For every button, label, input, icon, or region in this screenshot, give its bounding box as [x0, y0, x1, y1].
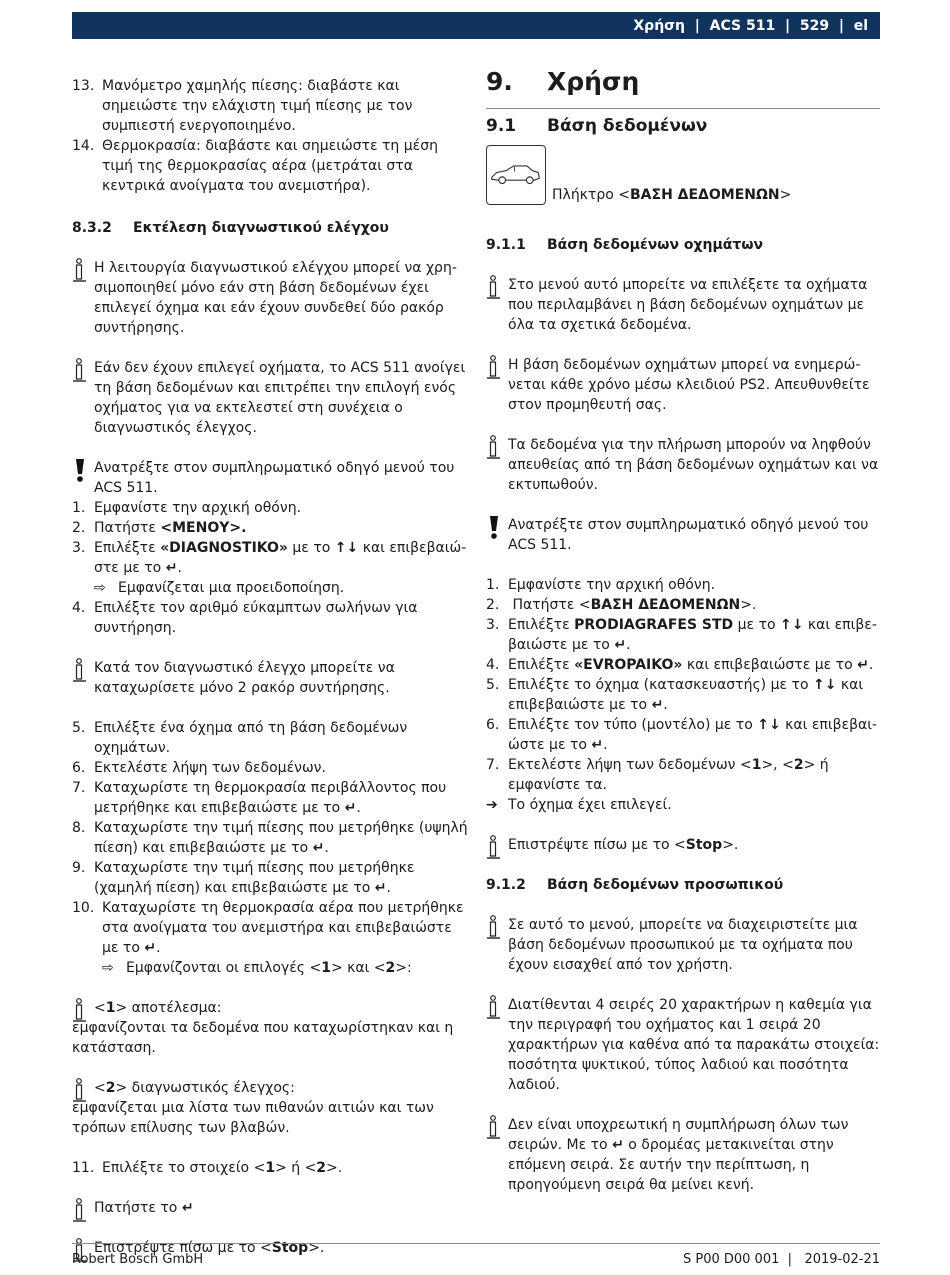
footer-divider	[72, 1243, 880, 1244]
footer-doc-number: S P00 D00 001	[682, 1252, 780, 1267]
header-page-number: 529	[799, 17, 830, 34]
up-down-arrows-icon: ↑↓	[334, 540, 359, 556]
result-arrow-icon: ⇨	[102, 960, 114, 976]
enter-key-icon: ↵	[165, 560, 178, 576]
exclamation-icon	[72, 458, 88, 484]
info-note: Επιστρέψτε πίσω με το <Stop>.	[72, 1238, 468, 1258]
enter-key-icon: ↵	[591, 737, 604, 753]
info-icon	[72, 258, 88, 284]
step-result: ⇨ Εμφανίζονται οι επιλογές <1> και <2>:	[102, 960, 412, 976]
step-item: 6. Εκτελέστε λήψη των δεδομένων.	[72, 760, 326, 776]
info-note: Εάν δεν έχουν επιλεγεί οχήματα, το ACS 511 ανοίγει τη βάση δεδομένων και επιτρέπει την επιλογή ενός οχήματος για να εκτελεστεί στη συνέχεια ο διαγνωστικός έλεγχος.	[72, 358, 468, 438]
step-item: 9. Καταχωρίστε την τιμή πίεσης που μετρήθηκε (χαμηλή πίεση) και επιβεβαιώστε με το ↵.	[72, 860, 415, 896]
header-section: Χρήση	[633, 17, 686, 34]
header-language: el	[853, 17, 868, 34]
footer-company: Robert Bosch GmbH	[72, 1252, 204, 1267]
info-note: Κατά τον διαγνωστικό έλεγχο μπορείτε να καταχωρίσετε μόνο 2 ρακόρ συντήρησης.	[72, 658, 468, 698]
info-icon	[486, 995, 502, 1021]
database-key-row: Πλήκτρο <ΒΑΣΗ ΔΕΔΟΜΕΝΩΝ>	[486, 145, 880, 205]
info-icon	[486, 835, 502, 861]
warning-note: Ανατρέξτε στον συμπληρωματικό οδηγό μενού του ACS 511.	[486, 515, 880, 555]
section-heading-9-1-1: 9.1.1 Βάση δεδομένων οχημάτων	[486, 237, 764, 253]
step-item: 1. Εμφανίστε την αρχική οθόνη.	[72, 500, 302, 516]
page-header-bar	[72, 12, 880, 39]
step-item: 11. Επιλέξτε το στοιχείο <1> ή <2>.	[72, 1160, 343, 1176]
info-note: Στο μενού αυτό μπορείτε να επιλέξετε τα οχήματα που περιλαμβάνει η βάση δεδομένων οχημάτων με όλα τα σχετικά δεδομένα.	[486, 275, 880, 335]
step-item: 1. Εμφανίστε την αρχική οθόνη.	[486, 577, 716, 593]
info-icon	[72, 358, 88, 384]
info-note: Η λειτουργία διαγνωστικού ελέγχου μπορεί να χρησιμοποιηθεί μόνο εάν στη βάση δεδομένων έχει επιλεγεί όχημα και εάν έχουν συνδεθεί δύο ρακόρ συντήρησης.	[72, 258, 468, 338]
header-product: ACS 511	[709, 17, 776, 34]
result-arrow-icon: ⇨	[94, 580, 106, 596]
section-heading-8-3-2: 8.3.2 Εκτέλεση διαγνωστικού ελέγχου	[72, 220, 389, 236]
up-down-arrows-icon: ↑↓	[812, 677, 837, 693]
info-icon	[72, 1198, 88, 1224]
step-item: 7. Εκτελέστε λήψη των δεδομένων <1>, <2> ή εμφανίστε τα.	[486, 757, 829, 793]
info-icon	[486, 435, 502, 461]
car-key-icon	[486, 145, 546, 205]
enter-key-icon: ↵	[857, 657, 869, 673]
step-item: 8. Καταχωρίστε την τιμή πίεσης που μετρήθηκε (υψηλή πίεση) και επιβεβαιώστε με το ↵.	[72, 820, 468, 856]
info-note: <1> αποτέλεσμα:	[72, 998, 468, 1018]
exclamation-icon	[486, 515, 502, 541]
header-sep	[685, 16, 695, 36]
info-icon	[486, 275, 502, 301]
enter-key-icon: ↵	[612, 1137, 624, 1153]
item-text: Θερμοκρασία: διαβάστε και σημειώστε τη μέση τιμή της θερμοκρασίας αέρα (μετράται στα κεντρικά ανοίγματα του ανεμιστήρα).	[102, 138, 438, 194]
info-note: Πατήστε το ↵	[72, 1198, 468, 1218]
step-item: 2. Πατήστε <ΒΑΣΗ ΔΕΔΟΜΕΝΩΝ>.	[486, 597, 757, 613]
info-note: Η βάση δεδομένων οχημάτων μπορεί να ενημερώνεται κάθε χρόνο μέσω κλειδιού PS2. Απευθυνθείτε στον προμηθευτή σας.	[486, 355, 880, 415]
info-icon	[72, 1078, 88, 1104]
list-item	[72, 136, 468, 196]
step-item: 5. Επιλέξτε το όχημα (κατασκευαστής) με το ↑↓ και επιβεβαιώστε με το ↵.	[486, 677, 864, 713]
footer-separator: |	[787, 1252, 793, 1267]
info-icon	[486, 915, 502, 941]
enter-key-icon: ↵	[614, 637, 627, 653]
step-item: 4. Επιλέξτε «EVROPAIKO» και επιβεβαιώστε με το ↵.	[486, 657, 874, 673]
step-item: 6. Επιλέξτε τον τύπο (μοντέλο) με το ↑↓ και επιβεβαιώστε με το ↵.	[486, 717, 878, 753]
right-column	[486, 66, 880, 1195]
info-icon	[486, 1115, 502, 1141]
header-separator: |	[784, 17, 791, 34]
enter-key-icon: ↵	[344, 800, 357, 816]
info-note: Τα δεδομένα για την πλήρωση μπορούν να ληφθούν απευθείας από τη βάση δεδομένων οχημάτων και να εκτυπωθούν.	[486, 435, 880, 495]
up-down-arrows-icon: ↑↓	[780, 617, 804, 633]
step-result: ⇨ Εμφανίζεται μια προειδοποίηση.	[94, 580, 345, 596]
section-heading-9-1: 9.1 Βάση δεδομένων	[486, 116, 708, 136]
info-note: Σε αυτό το μενού, μπορείτε να διαχειριστείτε μια βάση δεδομένων προσωπικού με τα οχήματα που έχουν εισαχθεί από τον χρήστη.	[486, 915, 880, 975]
info-note: Επιστρέψτε πίσω με το <Stop>.	[486, 835, 880, 855]
info-note: Δεν είναι υποχρεωτική η συμπλήρωση όλων των σειρών. Με το ↵ ο δρομέας μετακινείται στην επόμενη σειρά. Σε αυτήν την περίπτωση, η προηγούμενη σειρά θα μείνει κενή.	[486, 1115, 880, 1195]
header-separator: |	[838, 17, 844, 34]
enter-key-icon: ↵	[181, 1200, 194, 1216]
result-line: ➔ Το όχημα έχει επιλεγεί.	[486, 797, 672, 813]
note-body: εμφανίζονται τα δεδομένα που καταχωρίστηκαν και η κατάσταση.	[72, 1020, 454, 1056]
up-down-arrows-icon: ↑↓	[757, 717, 781, 733]
chapter-heading-9: 9. Χρήση	[486, 66, 880, 109]
step-item: 10. Καταχωρίστε τη θερμοκρασία αέρα που μετρήθηκε στα ανοίγματα του ανεμιστήρα και επιβεβαιώστε με το ↵.	[72, 900, 464, 956]
enter-key-icon: ↵	[144, 940, 157, 956]
step-item: 7. Καταχωρίστε τη θερμοκρασία περιβάλλοντος που μετρήθηκε και επιβεβαιώστε με το ↵.	[72, 780, 447, 816]
header-separator: |	[694, 17, 700, 34]
left-column	[72, 76, 468, 1258]
list-item	[72, 76, 468, 136]
info-note: Διατίθενται 4 σειρές 20 χαρακτήρων η καθεμία για την περιγραφή του οχήματος και 1 σειρά 20 χαρακτήρων για καθένα από τα παρακάτω στοιχεία: ποσότητα ψυκτικού, τύπος λαδιού και ποσότητα λαδιού.	[486, 995, 880, 1095]
enter-key-icon: ↵	[651, 697, 664, 713]
warning-note: Ανατρέξτε στον συμπληρωματικό οδηγό μενού του ACS 511.	[72, 458, 468, 498]
item-number: 13.	[72, 78, 95, 94]
info-note: <2> διαγνωστικός έλεγχος:	[72, 1078, 468, 1098]
item-text: Μανόμετρο χαμηλής πίεσης: διαβάστε και σημειώστε την ελάχιστη τιμή πίεσης με τον συμπιεστή ενεργοποιημένο.	[102, 78, 413, 134]
footer-doc-info	[683, 1250, 880, 1270]
footer-date: 2019-02-21	[804, 1252, 880, 1267]
note-body: εμφανίζεται μια λίστα των πιθανών αιτιών και των τρόπων επίλυσης των βλαβών.	[72, 1100, 434, 1136]
info-icon	[72, 658, 88, 684]
item-number: 14.	[72, 138, 95, 154]
enter-key-icon: ↵	[374, 880, 387, 896]
step-item: 5. Επιλέξτε ένα όχημα από τη βάση δεδομένων οχημάτων.	[72, 720, 408, 756]
info-icon	[72, 998, 88, 1024]
section-heading-9-1-2: 9.1.2 Βάση δεδομένων προσωπικού	[486, 877, 784, 893]
step-item: 2. Πατήστε <ΜΕΝΟΥ>.	[72, 520, 247, 536]
enter-key-icon: ↵	[312, 840, 325, 856]
step-item: 4. Επιλέξτε τον αριθμό εύκαμπτων σωλήνων για συντήρηση.	[72, 600, 418, 636]
step-item: 3. Επιλέξτε PRODIAGRAFES STD με το ↑↓ και επιβεβαιώστε με το ↵.	[486, 617, 877, 653]
info-icon	[486, 355, 502, 381]
result-arrow-icon: ➔	[486, 797, 498, 813]
step-item: 3. Επιλέξτε «DIAGNOSTIKO» με το ↑↓ και επιβεβαιώστε με το ↵.	[72, 540, 467, 576]
